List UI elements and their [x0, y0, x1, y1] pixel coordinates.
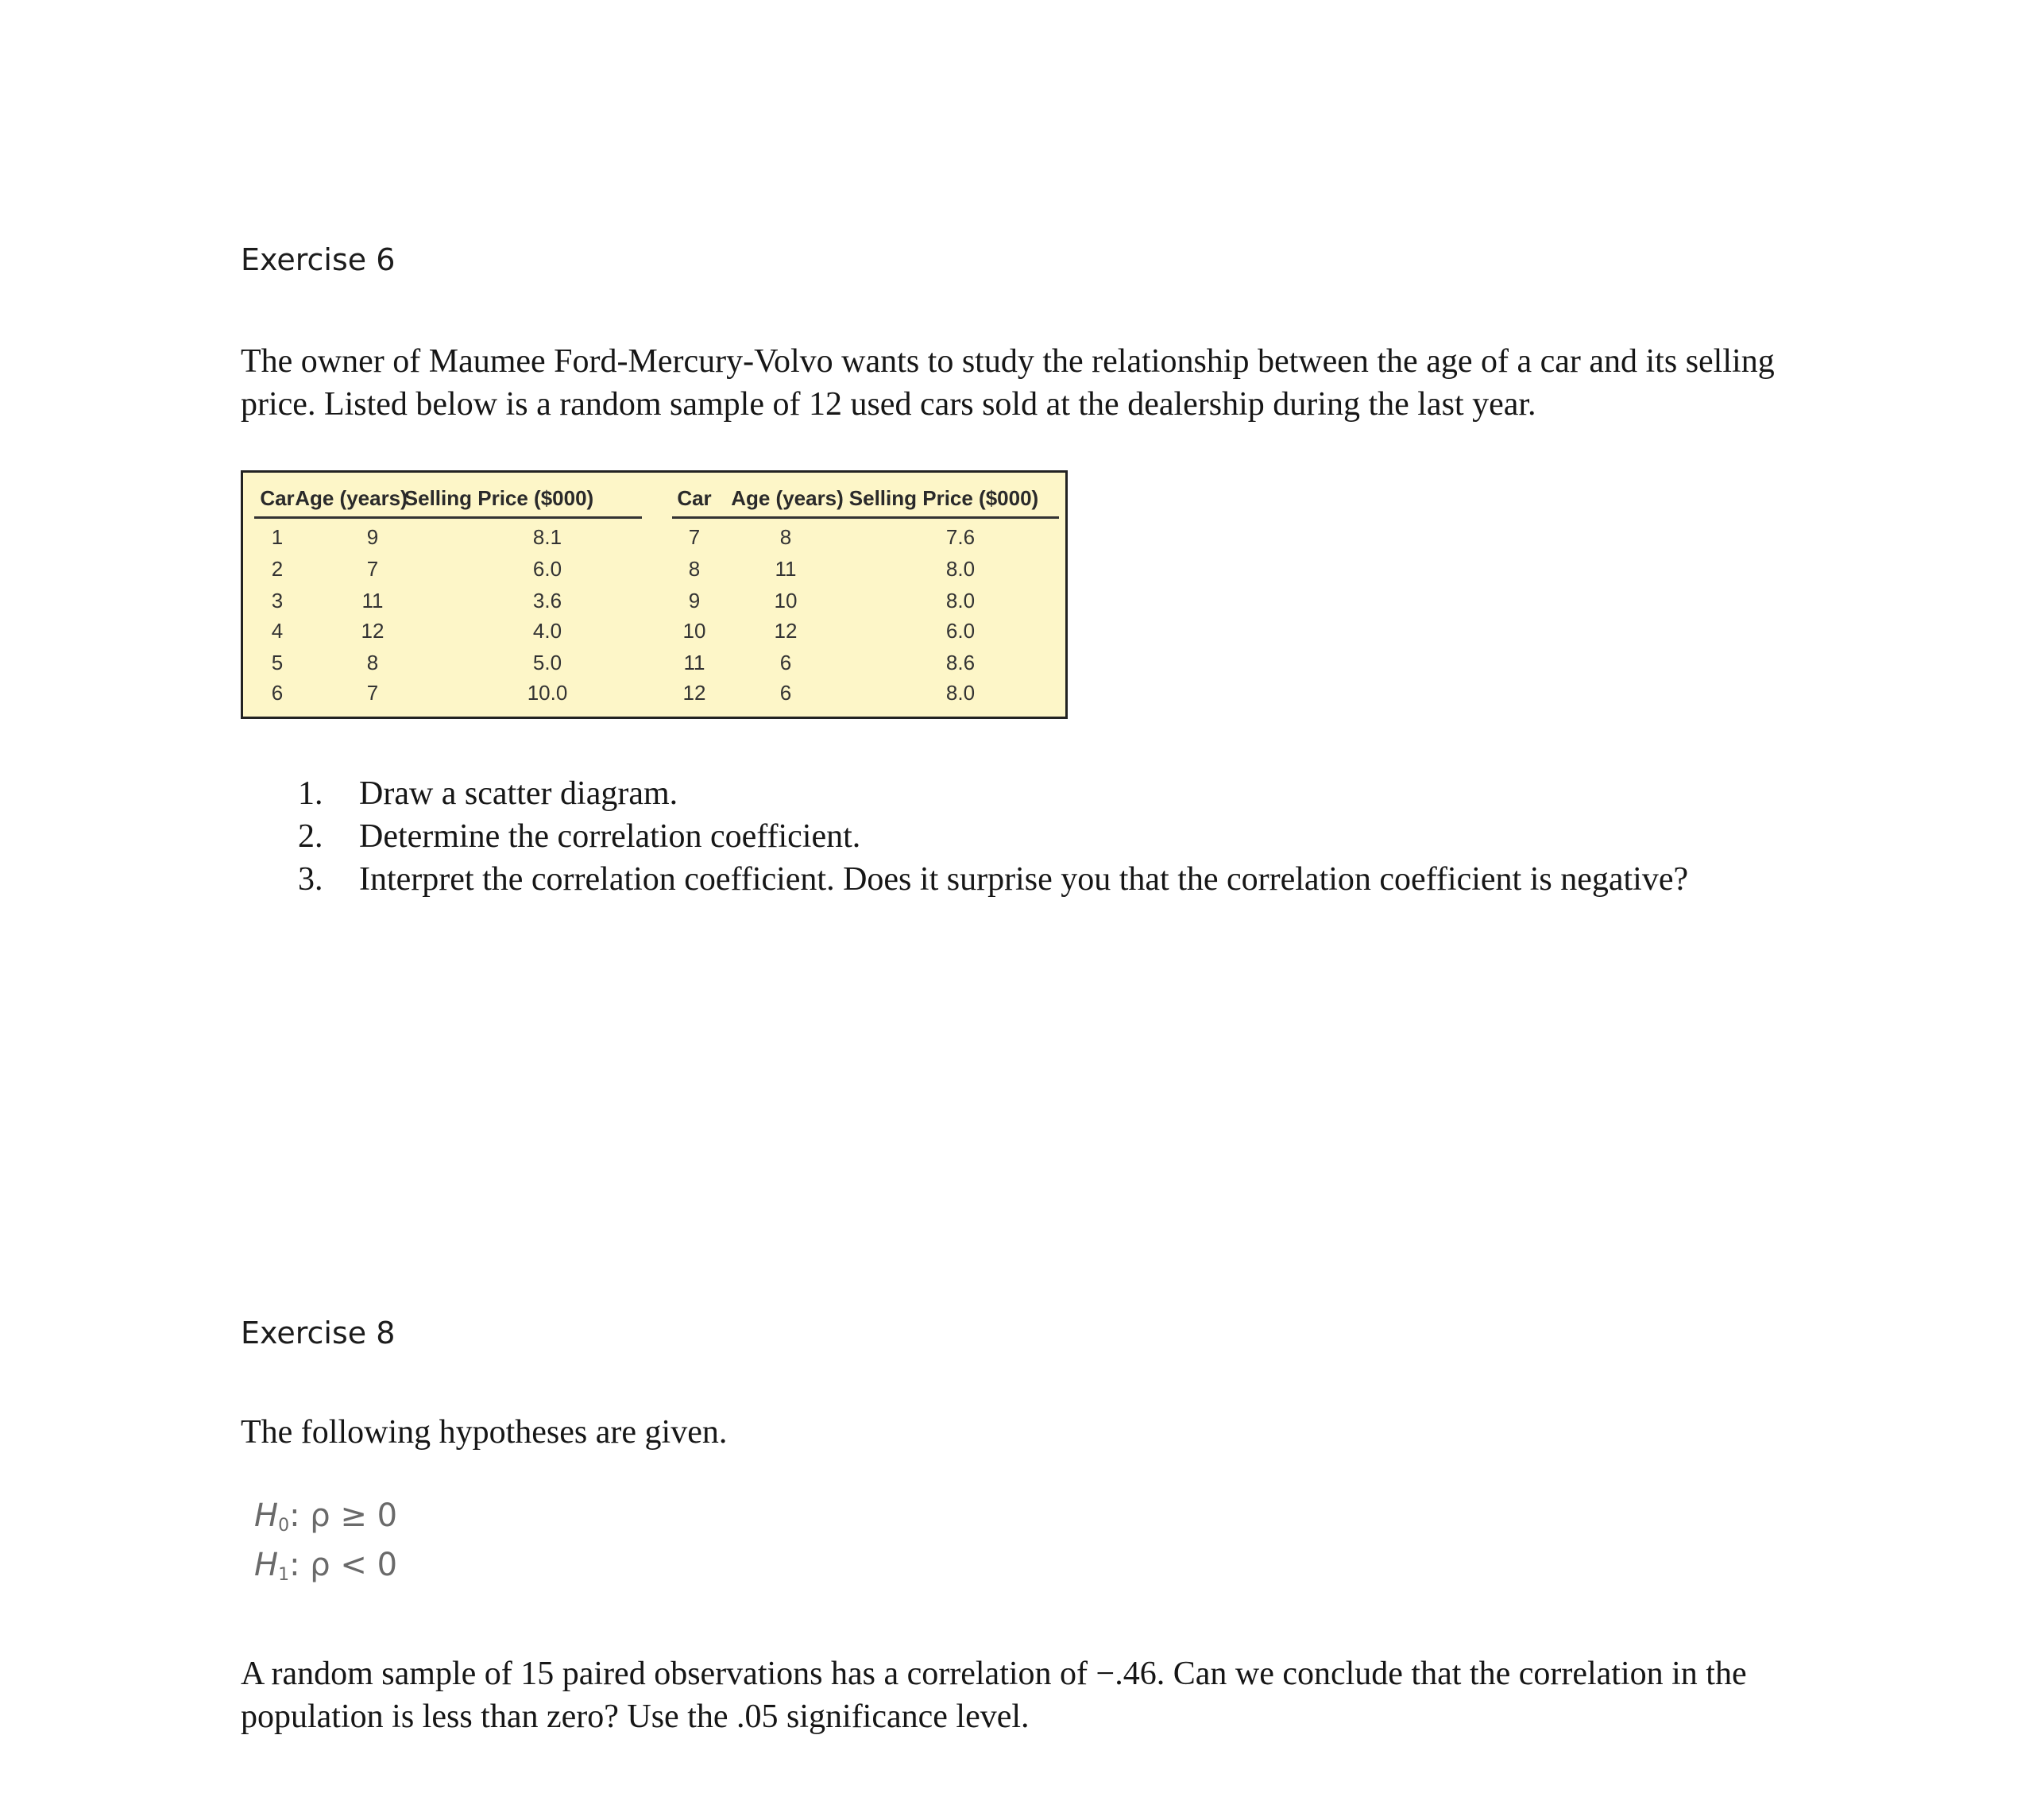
cell-car: 6: [271, 681, 284, 705]
cell-car: 4: [271, 619, 284, 643]
cell-age: 9: [366, 525, 379, 549]
exercise-8-question: [241, 1652, 1830, 1738]
task-number: 3.: [298, 861, 323, 898]
col-header-price-2: Selling Price ($000): [848, 486, 1039, 510]
cell-car: 12: [682, 681, 706, 705]
cell-price: 8.0: [945, 681, 976, 705]
cell-age: 12: [774, 619, 798, 643]
question-line-2: population is less than zero? Use the .05 significance level.: [241, 1698, 1030, 1735]
cell-price: 8.0: [945, 557, 976, 581]
task-number: 2.: [298, 818, 323, 855]
header-rule-left: [254, 516, 642, 519]
cell-price: 7.6: [945, 525, 976, 549]
hypothesis-expression: : ρ < 0: [289, 1547, 398, 1583]
cell-price: 6.0: [532, 557, 562, 581]
cell-age: 6: [779, 681, 792, 705]
exercise-8-heading: Exercise 8: [241, 1316, 396, 1351]
col-header-age-2: Age (years): [731, 486, 844, 510]
hypothesis-symbol: H: [254, 1497, 279, 1534]
hypothesis-subscript: 1: [278, 1565, 290, 1585]
cell-price: 8.0: [945, 589, 976, 612]
cell-age: 7: [366, 681, 379, 705]
cell-car: 7: [688, 525, 701, 549]
cell-price: 8.6: [945, 651, 976, 674]
question-line-1: A random sample of 15 paired observations has a correlation of −.46. Can we conclude that the correlation in the: [241, 1656, 1747, 1692]
cell-car: 10: [682, 619, 706, 643]
cell-car: 8: [688, 557, 701, 581]
alternative-hypothesis: [254, 1547, 397, 1585]
exercise-8-intro: [241, 1411, 1830, 1454]
cell-price: 4.0: [532, 619, 562, 643]
exercise-6-heading: Exercise 6: [241, 242, 396, 277]
cell-car: 1: [271, 525, 284, 549]
cell-age: 8: [366, 651, 379, 674]
hypotheses-intro: The following hypotheses are given.: [241, 1414, 728, 1451]
cell-price: 3.6: [532, 589, 562, 612]
cell-car: 2: [271, 557, 284, 581]
col-header-car-1: Car: [260, 486, 295, 510]
hypothesis-subscript: 0: [278, 1516, 290, 1536]
hypothesis-symbol: H: [254, 1547, 279, 1583]
cell-car: 5: [271, 651, 284, 674]
col-header-price-1: Selling Price ($000): [404, 486, 594, 510]
cell-age: 8: [779, 525, 792, 549]
col-header-age-1: Age (years): [295, 486, 408, 510]
header-rule-right: [672, 516, 1059, 519]
cell-car: 11: [683, 651, 705, 674]
cell-age: 12: [361, 619, 385, 643]
task-number: 1.: [298, 775, 323, 812]
col-header-car-2: Car: [677, 486, 712, 510]
exercise-6-intro: [241, 340, 1830, 426]
intro-line-1: The owner of Maumee Ford-Mercury-Volvo wants to study the relationship between the age of a car and its selling: [241, 343, 1775, 380]
car-data-table: [241, 470, 1068, 719]
cell-price: 6.0: [945, 619, 976, 643]
cell-price: 8.1: [532, 525, 562, 549]
cell-age: 11: [361, 589, 384, 612]
cell-age: 11: [775, 557, 797, 581]
intro-line-2: price. Listed below is a random sample of 12 used cars sold at the dealership during the last year.: [241, 386, 1536, 423]
hypothesis-expression: : ρ ≥ 0: [289, 1497, 398, 1534]
cell-age: 10: [774, 589, 798, 612]
cell-price: 5.0: [532, 651, 562, 674]
task-text: Determine the correlation coefficient.: [359, 818, 861, 855]
task-text: Interpret the correlation coefficient. Does it surprise you that the correlation coefficient is negative?: [359, 861, 1689, 898]
cell-price: 10.0: [527, 681, 568, 705]
cell-age: 6: [779, 651, 792, 674]
cell-age: 7: [366, 557, 379, 581]
cell-car: 9: [688, 589, 701, 612]
null-hypothesis: [254, 1497, 397, 1536]
task-text: Draw a scatter diagram.: [359, 775, 678, 812]
cell-car: 3: [271, 589, 284, 612]
